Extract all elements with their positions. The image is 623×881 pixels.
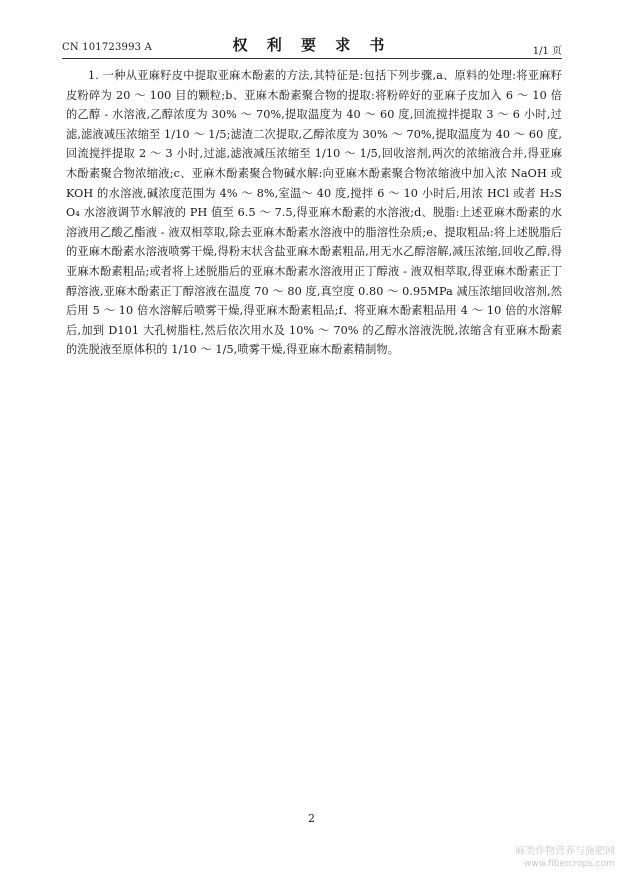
page-header <box>62 34 562 56</box>
watermark-site-name: 麻类作物营养与施肥网 <box>515 846 615 857</box>
site-watermark <box>515 845 615 871</box>
claims-body <box>66 66 562 360</box>
claim-1-text: 1. 一种从亚麻籽皮中提取亚麻木酚素的方法,其特征是:包括下列步骤,a、原料的处理:将亚麻籽皮粉碎为 20 ～ 100 目的颗粒;b、亚麻木酚素聚合物的提取:将粉碎好的亚麻子皮加入 6 ～ 10 倍的乙醇 - 水溶液,乙醇浓度为 30% ～ 70%,提取温度为 40 ～ 60 度,回流搅拌提取 3 ～ 6 小时,过滤,滤液减压浓缩至 1/10 ～ 1/5;滤渣二次提取,乙醇浓度为 30% ～ 70%,提取温度为 40 ～ 60 度,回流搅拌提取 2 ～ 3 小时,过滤,滤液减压浓缩至 1/10 ～ 1/5,回收溶剂,两次的浓缩液合并,得亚麻木酚素聚合物浓缩液;c、亚麻木酚素聚合物碱水解:向亚麻木酚素聚合物浓缩液中加入浓 NaOH 或 KOH 的水溶液,碱浓度范围为 4% ～ 8%,室温～ 40 度,搅拌 6 ～ 10 小时后,用浓 HCl 或者 H₂SO₄ 水溶液调节水解液的 PH 值至 6.5 ～ 7.5,得亚麻木酚素的水溶液;d、脱脂:上述亚麻木酚素的水溶液用乙酸乙酯液 - 液双相萃取,除去亚麻木酚素水溶液中的脂溶性杂质;e、提取粗品:将上述脱脂后的亚麻木酚素水溶液喷雾干燥,得粉末状含盐亚麻木酚素粗品,用无水乙醇溶解,减压浓缩,回收乙醇,得亚麻木酚素粗品;或者将上述脱脂后的亚麻木酚素水溶液用正丁醇液 - 液双相萃取,得亚麻木酚素正丁醇溶液,亚麻木酚素正丁醇溶液在温度 70 ～ 80 度,真空度 0.80 ～ 0.95MPa 减压浓缩回收溶剂,然后用 5 ～ 10 倍水溶解后喷雾干燥,得亚麻木酚素粗品;f、将亚麻木酚素粗品用 4 ～ 10 倍的水溶解后,加到 D101 大孔树脂柱,然后依次用水及 10% ～ 70% 的乙醇水溶液洗脱,浓缩含有亚麻木酚素的洗脱液至原体积的 1/10 ～ 1/5,喷雾干燥,得亚麻木酚素精制物。 <box>66 69 562 357</box>
document-title: 权 利 要 求 书 <box>232 36 392 54</box>
watermark-site-url: www.fibercrops.com <box>524 859 615 869</box>
header-divider <box>62 58 562 59</box>
patent-doc-number: CN 101723993 A <box>62 42 153 53</box>
page-count: 1/1 页 <box>532 46 562 57</box>
page-number: 2 <box>308 812 315 825</box>
